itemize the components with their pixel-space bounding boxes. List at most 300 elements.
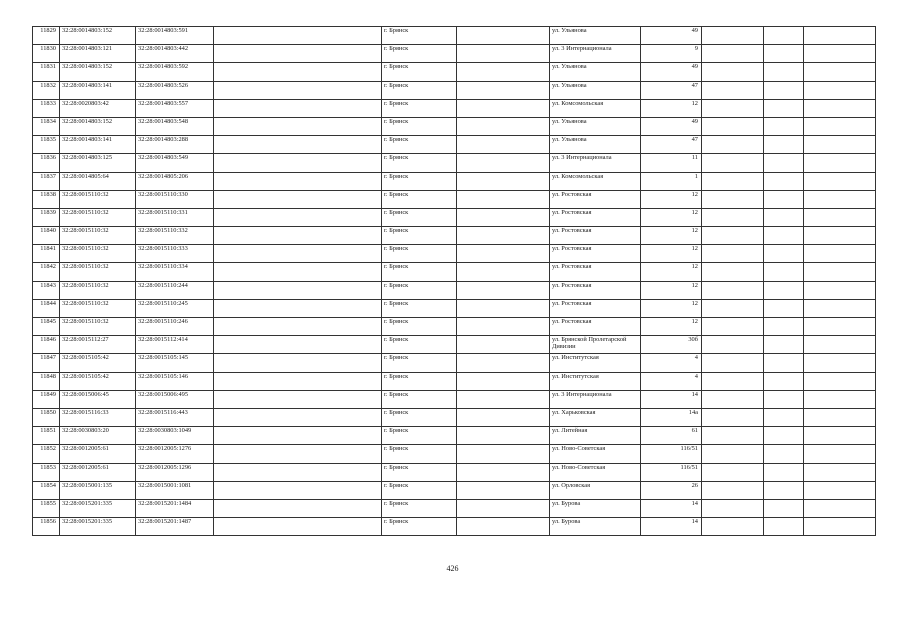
- empty-cell: [702, 208, 764, 226]
- object-cadastral-number-cell: 32:28:0015006:495: [136, 390, 214, 408]
- row-number-cell: 11829: [33, 27, 60, 45]
- empty-cell: [457, 63, 550, 81]
- row-number-cell: 11853: [33, 463, 60, 481]
- row-number-cell: 11838: [33, 190, 60, 208]
- empty-cell: [457, 190, 550, 208]
- object-cadastral-number-cell: 32:28:0015110:333: [136, 245, 214, 263]
- empty-cell: [804, 27, 876, 45]
- empty-cell: [702, 45, 764, 63]
- empty-cell: [804, 190, 876, 208]
- land-cadastral-number-cell: 32:28:0014805:64: [60, 172, 136, 190]
- empty-cell: [804, 481, 876, 499]
- empty-cell: [804, 81, 876, 99]
- street-cell: ул. Бурова: [550, 499, 641, 517]
- object-cadastral-number-cell: 32:28:0015110:246: [136, 318, 214, 336]
- land-cadastral-number-cell: 32:28:0014803:152: [60, 27, 136, 45]
- empty-cell: [764, 81, 804, 99]
- empty-cell: [804, 263, 876, 281]
- empty-cell: [214, 154, 382, 172]
- table-row: [33, 245, 876, 263]
- empty-cell: [764, 172, 804, 190]
- street-cell: ул. Ново-Советская: [550, 445, 641, 463]
- street-cell: ул. Ново-Советская: [550, 463, 641, 481]
- table-row: [33, 318, 876, 336]
- table-row: [33, 481, 876, 499]
- empty-cell: [214, 463, 382, 481]
- empty-cell: [702, 63, 764, 81]
- land-cadastral-number-cell: 32:28:0015105:42: [60, 354, 136, 372]
- object-cadastral-number-cell: 32:28:0015112:414: [136, 336, 214, 354]
- empty-cell: [702, 117, 764, 135]
- empty-cell: [457, 245, 550, 263]
- empty-cell: [214, 99, 382, 117]
- empty-cell: [457, 227, 550, 245]
- empty-cell: [804, 154, 876, 172]
- house-number-cell: 4: [641, 372, 702, 390]
- object-cadastral-number-cell: 32:28:0015110:331: [136, 208, 214, 226]
- row-number-cell: 11856: [33, 518, 60, 536]
- street-cell: ул. Бурова: [550, 518, 641, 536]
- row-number-cell: 11835: [33, 136, 60, 154]
- empty-cell: [702, 190, 764, 208]
- row-number-cell: 11840: [33, 227, 60, 245]
- object-cadastral-number-cell: 32:28:0014803:526: [136, 81, 214, 99]
- house-number-cell: 14: [641, 499, 702, 517]
- street-cell: ул. Ростовская: [550, 227, 641, 245]
- empty-cell: [804, 281, 876, 299]
- object-cadastral-number-cell: 32:28:0012005:1296: [136, 463, 214, 481]
- row-number-cell: 11841: [33, 245, 60, 263]
- table-row: [33, 281, 876, 299]
- empty-cell: [214, 390, 382, 408]
- empty-cell: [764, 154, 804, 172]
- object-cadastral-number-cell: 32:28:0015110:332: [136, 227, 214, 245]
- object-cadastral-number-cell: 32:28:0015110:245: [136, 299, 214, 317]
- empty-cell: [764, 427, 804, 445]
- land-cadastral-number-cell: 32:28:0012005:61: [60, 445, 136, 463]
- house-number-cell: 116/51: [641, 445, 702, 463]
- empty-cell: [214, 481, 382, 499]
- empty-cell: [804, 227, 876, 245]
- street-cell: ул. Комсомольская: [550, 99, 641, 117]
- table-row: [33, 299, 876, 317]
- empty-cell: [457, 463, 550, 481]
- table-row: [33, 263, 876, 281]
- house-number-cell: 12: [641, 99, 702, 117]
- empty-cell: [457, 154, 550, 172]
- house-number-cell: 12: [641, 245, 702, 263]
- object-cadastral-number-cell: 32:28:0015201:1484: [136, 499, 214, 517]
- object-cadastral-number-cell: 32:28:0014803:288: [136, 136, 214, 154]
- empty-cell: [702, 518, 764, 536]
- empty-cell: [804, 172, 876, 190]
- street-cell: ул. Ростовская: [550, 245, 641, 263]
- house-number-cell: 14: [641, 390, 702, 408]
- table-row: [33, 208, 876, 226]
- empty-cell: [764, 463, 804, 481]
- table-body: [33, 27, 876, 536]
- city-cell: г. Брянск: [382, 45, 457, 63]
- empty-cell: [764, 136, 804, 154]
- empty-cell: [457, 27, 550, 45]
- land-cadastral-number-cell: 32:28:0015110:32: [60, 318, 136, 336]
- city-cell: г. Брянск: [382, 518, 457, 536]
- city-cell: г. Брянск: [382, 27, 457, 45]
- empty-cell: [764, 299, 804, 317]
- empty-cell: [457, 99, 550, 117]
- empty-cell: [702, 408, 764, 426]
- empty-cell: [702, 136, 764, 154]
- city-cell: г. Брянск: [382, 81, 457, 99]
- row-number-cell: 11851: [33, 427, 60, 445]
- object-cadastral-number-cell: 32:28:0014803:548: [136, 117, 214, 135]
- house-number-cell: 12: [641, 190, 702, 208]
- empty-cell: [457, 172, 550, 190]
- empty-cell: [457, 208, 550, 226]
- street-cell: ул. Комсомольская: [550, 172, 641, 190]
- table-row: [33, 81, 876, 99]
- street-cell: ул. Ростовская: [550, 208, 641, 226]
- empty-cell: [764, 63, 804, 81]
- land-cadastral-number-cell: 32:28:0015110:32: [60, 208, 136, 226]
- empty-cell: [214, 27, 382, 45]
- table-row: [33, 117, 876, 135]
- land-cadastral-number-cell: 32:28:0014803:152: [60, 117, 136, 135]
- land-cadastral-number-cell: 32:28:0015110:32: [60, 281, 136, 299]
- street-cell: ул. Ульянова: [550, 27, 641, 45]
- empty-cell: [702, 372, 764, 390]
- object-cadastral-number-cell: 32:28:0014805:206: [136, 172, 214, 190]
- house-number-cell: 12: [641, 281, 702, 299]
- street-cell: ул. Орловская: [550, 481, 641, 499]
- empty-cell: [214, 445, 382, 463]
- street-cell: ул. Ростовская: [550, 299, 641, 317]
- empty-cell: [214, 63, 382, 81]
- house-number-cell: 116/51: [641, 463, 702, 481]
- house-number-cell: 49: [641, 117, 702, 135]
- empty-cell: [214, 518, 382, 536]
- row-number-cell: 11831: [33, 63, 60, 81]
- city-cell: г. Брянск: [382, 117, 457, 135]
- empty-cell: [764, 99, 804, 117]
- city-cell: г. Брянск: [382, 154, 457, 172]
- street-cell: ул. Ростовская: [550, 281, 641, 299]
- empty-cell: [702, 481, 764, 499]
- row-number-cell: 11852: [33, 445, 60, 463]
- street-cell: ул. Институтская: [550, 372, 641, 390]
- row-number-cell: 11834: [33, 117, 60, 135]
- object-cadastral-number-cell: 32:28:0015105:145: [136, 354, 214, 372]
- table-row: [33, 136, 876, 154]
- house-number-cell: 14а: [641, 408, 702, 426]
- street-cell: ул. Ростовская: [550, 318, 641, 336]
- empty-cell: [702, 354, 764, 372]
- empty-cell: [764, 27, 804, 45]
- empty-cell: [457, 136, 550, 154]
- object-cadastral-number-cell: 32:28:0014803:557: [136, 99, 214, 117]
- city-cell: г. Брянск: [382, 408, 457, 426]
- city-cell: г. Брянск: [382, 263, 457, 281]
- empty-cell: [804, 136, 876, 154]
- house-number-cell: 12: [641, 227, 702, 245]
- empty-cell: [804, 299, 876, 317]
- empty-cell: [457, 445, 550, 463]
- street-cell: ул. Ульянова: [550, 136, 641, 154]
- row-number-cell: 11832: [33, 81, 60, 99]
- row-number-cell: 11842: [33, 263, 60, 281]
- empty-cell: [214, 263, 382, 281]
- empty-cell: [457, 263, 550, 281]
- empty-cell: [457, 518, 550, 536]
- city-cell: г. Брянск: [382, 499, 457, 517]
- land-cadastral-number-cell: 32:28:0014803:125: [60, 154, 136, 172]
- object-cadastral-number-cell: 32:28:0030803:1049: [136, 427, 214, 445]
- table-row: [33, 336, 876, 354]
- table-row: [33, 408, 876, 426]
- empty-cell: [764, 445, 804, 463]
- land-cadastral-number-cell: 32:28:0015006:45: [60, 390, 136, 408]
- house-number-cell: 61: [641, 427, 702, 445]
- street-cell: ул. Ульянова: [550, 117, 641, 135]
- table-row: [33, 390, 876, 408]
- table-row: [33, 518, 876, 536]
- house-number-cell: 49: [641, 27, 702, 45]
- street-cell: ул. Харьковская: [550, 408, 641, 426]
- row-number-cell: 11855: [33, 499, 60, 517]
- empty-cell: [214, 318, 382, 336]
- empty-cell: [764, 390, 804, 408]
- empty-cell: [702, 99, 764, 117]
- empty-cell: [764, 481, 804, 499]
- city-cell: г. Брянск: [382, 390, 457, 408]
- empty-cell: [214, 227, 382, 245]
- empty-cell: [457, 481, 550, 499]
- empty-cell: [214, 117, 382, 135]
- city-cell: г. Брянск: [382, 445, 457, 463]
- object-cadastral-number-cell: 32:28:0014803:592: [136, 63, 214, 81]
- empty-cell: [804, 445, 876, 463]
- empty-cell: [764, 408, 804, 426]
- empty-cell: [764, 318, 804, 336]
- object-cadastral-number-cell: 32:28:0014803:442: [136, 45, 214, 63]
- street-cell: ул. 3 Интернационала: [550, 390, 641, 408]
- object-cadastral-number-cell: 32:28:0012005:1276: [136, 445, 214, 463]
- empty-cell: [457, 390, 550, 408]
- empty-cell: [804, 463, 876, 481]
- house-number-cell: 12: [641, 263, 702, 281]
- empty-cell: [457, 117, 550, 135]
- empty-cell: [764, 499, 804, 517]
- empty-cell: [457, 281, 550, 299]
- row-number-cell: 11847: [33, 354, 60, 372]
- empty-cell: [804, 354, 876, 372]
- empty-cell: [764, 281, 804, 299]
- table-row: [33, 463, 876, 481]
- street-cell: ул. Литейная: [550, 427, 641, 445]
- land-cadastral-number-cell: 32:28:0015116:33: [60, 408, 136, 426]
- house-number-cell: 26: [641, 481, 702, 499]
- city-cell: г. Брянск: [382, 427, 457, 445]
- land-cadastral-number-cell: 32:28:0015110:32: [60, 299, 136, 317]
- house-number-cell: 11: [641, 154, 702, 172]
- city-cell: г. Брянск: [382, 318, 457, 336]
- city-cell: г. Брянск: [382, 99, 457, 117]
- city-cell: г. Брянск: [382, 227, 457, 245]
- row-number-cell: 11833: [33, 99, 60, 117]
- land-cadastral-number-cell: 32:28:0020803:42: [60, 99, 136, 117]
- empty-cell: [804, 63, 876, 81]
- empty-cell: [804, 99, 876, 117]
- object-cadastral-number-cell: 32:28:0015110:244: [136, 281, 214, 299]
- land-cadastral-number-cell: 32:28:0015105:42: [60, 372, 136, 390]
- row-number-cell: 11839: [33, 208, 60, 226]
- empty-cell: [702, 499, 764, 517]
- house-number-cell: 12: [641, 208, 702, 226]
- empty-cell: [804, 518, 876, 536]
- empty-cell: [764, 208, 804, 226]
- house-number-cell: 14: [641, 518, 702, 536]
- house-number-cell: 12: [641, 318, 702, 336]
- empty-cell: [457, 372, 550, 390]
- empty-cell: [702, 245, 764, 263]
- empty-cell: [457, 336, 550, 354]
- empty-cell: [804, 499, 876, 517]
- table-row: [33, 45, 876, 63]
- object-cadastral-number-cell: 32:28:0015110:334: [136, 263, 214, 281]
- empty-cell: [804, 117, 876, 135]
- land-cadastral-number-cell: 32:28:0015110:32: [60, 245, 136, 263]
- land-cadastral-number-cell: 32:28:0015110:32: [60, 227, 136, 245]
- row-number-cell: 11843: [33, 281, 60, 299]
- row-number-cell: 11837: [33, 172, 60, 190]
- empty-cell: [702, 27, 764, 45]
- table-row: [33, 172, 876, 190]
- empty-cell: [214, 81, 382, 99]
- row-number-cell: 11836: [33, 154, 60, 172]
- empty-cell: [702, 227, 764, 245]
- row-number-cell: 11854: [33, 481, 60, 499]
- empty-cell: [702, 390, 764, 408]
- land-cadastral-number-cell: 32:28:0014803:152: [60, 63, 136, 81]
- table-row: [33, 354, 876, 372]
- house-number-cell: 30б: [641, 336, 702, 354]
- empty-cell: [804, 390, 876, 408]
- page-number: 426: [446, 564, 459, 573]
- empty-cell: [214, 190, 382, 208]
- empty-cell: [457, 408, 550, 426]
- empty-cell: [214, 408, 382, 426]
- table-row: [33, 427, 876, 445]
- table-row: [33, 372, 876, 390]
- land-cadastral-number-cell: 32:28:0014803:121: [60, 45, 136, 63]
- empty-cell: [457, 81, 550, 99]
- empty-cell: [214, 245, 382, 263]
- object-cadastral-number-cell: 32:28:0015105:146: [136, 372, 214, 390]
- house-number-cell: 49: [641, 63, 702, 81]
- empty-cell: [804, 318, 876, 336]
- empty-cell: [214, 372, 382, 390]
- city-cell: г. Брянск: [382, 354, 457, 372]
- city-cell: г. Брянск: [382, 136, 457, 154]
- house-number-cell: 1: [641, 172, 702, 190]
- city-cell: г. Брянск: [382, 336, 457, 354]
- land-cadastral-number-cell: 32:28:0015201:335: [60, 518, 136, 536]
- land-cadastral-number-cell: 32:28:0015112:27: [60, 336, 136, 354]
- row-number-cell: 11830: [33, 45, 60, 63]
- empty-cell: [214, 499, 382, 517]
- table-row: [33, 499, 876, 517]
- empty-cell: [214, 354, 382, 372]
- empty-cell: [804, 427, 876, 445]
- land-cadastral-number-cell: 32:28:0015110:32: [60, 263, 136, 281]
- house-number-cell: 47: [641, 81, 702, 99]
- empty-cell: [764, 336, 804, 354]
- street-cell: ул. Ульянова: [550, 63, 641, 81]
- city-cell: г. Брянск: [382, 481, 457, 499]
- object-cadastral-number-cell: 32:28:0015001:1081: [136, 481, 214, 499]
- empty-cell: [804, 372, 876, 390]
- empty-cell: [804, 336, 876, 354]
- empty-cell: [457, 45, 550, 63]
- row-number-cell: 11846: [33, 336, 60, 354]
- empty-cell: [702, 427, 764, 445]
- house-number-cell: 47: [641, 136, 702, 154]
- empty-cell: [804, 408, 876, 426]
- land-cadastral-number-cell: 32:28:0012005:61: [60, 463, 136, 481]
- land-cadastral-number-cell: 32:28:0030803:20: [60, 427, 136, 445]
- empty-cell: [764, 263, 804, 281]
- empty-cell: [457, 354, 550, 372]
- city-cell: г. Брянск: [382, 372, 457, 390]
- empty-cell: [702, 172, 764, 190]
- object-cadastral-number-cell: 32:28:0015110:330: [136, 190, 214, 208]
- empty-cell: [702, 336, 764, 354]
- empty-cell: [214, 336, 382, 354]
- empty-cell: [764, 372, 804, 390]
- city-cell: г. Брянск: [382, 208, 457, 226]
- table-row: [33, 99, 876, 117]
- street-cell: ул. Брянской Пролетарской Дивизии: [550, 336, 641, 354]
- street-cell: ул. Ростовская: [550, 190, 641, 208]
- empty-cell: [457, 499, 550, 517]
- table-row: [33, 445, 876, 463]
- house-number-cell: 4: [641, 354, 702, 372]
- empty-cell: [804, 245, 876, 263]
- empty-cell: [804, 208, 876, 226]
- empty-cell: [214, 208, 382, 226]
- empty-cell: [764, 45, 804, 63]
- land-cadastral-number-cell: 32:28:0015001:135: [60, 481, 136, 499]
- row-number-cell: 11844: [33, 299, 60, 317]
- street-cell: ул. Ростовская: [550, 263, 641, 281]
- land-cadastral-number-cell: 32:28:0015110:32: [60, 190, 136, 208]
- row-number-cell: 11849: [33, 390, 60, 408]
- empty-cell: [764, 518, 804, 536]
- object-cadastral-number-cell: 32:28:0014803:591: [136, 27, 214, 45]
- land-cadastral-number-cell: 32:28:0015201:335: [60, 499, 136, 517]
- empty-cell: [214, 281, 382, 299]
- empty-cell: [214, 427, 382, 445]
- city-cell: г. Брянск: [382, 299, 457, 317]
- row-number-cell: 11850: [33, 408, 60, 426]
- house-number-cell: 12: [641, 299, 702, 317]
- empty-cell: [702, 299, 764, 317]
- city-cell: г. Брянск: [382, 172, 457, 190]
- empty-cell: [764, 117, 804, 135]
- empty-cell: [457, 299, 550, 317]
- city-cell: г. Брянск: [382, 281, 457, 299]
- land-cadastral-number-cell: 32:28:0014803:141: [60, 136, 136, 154]
